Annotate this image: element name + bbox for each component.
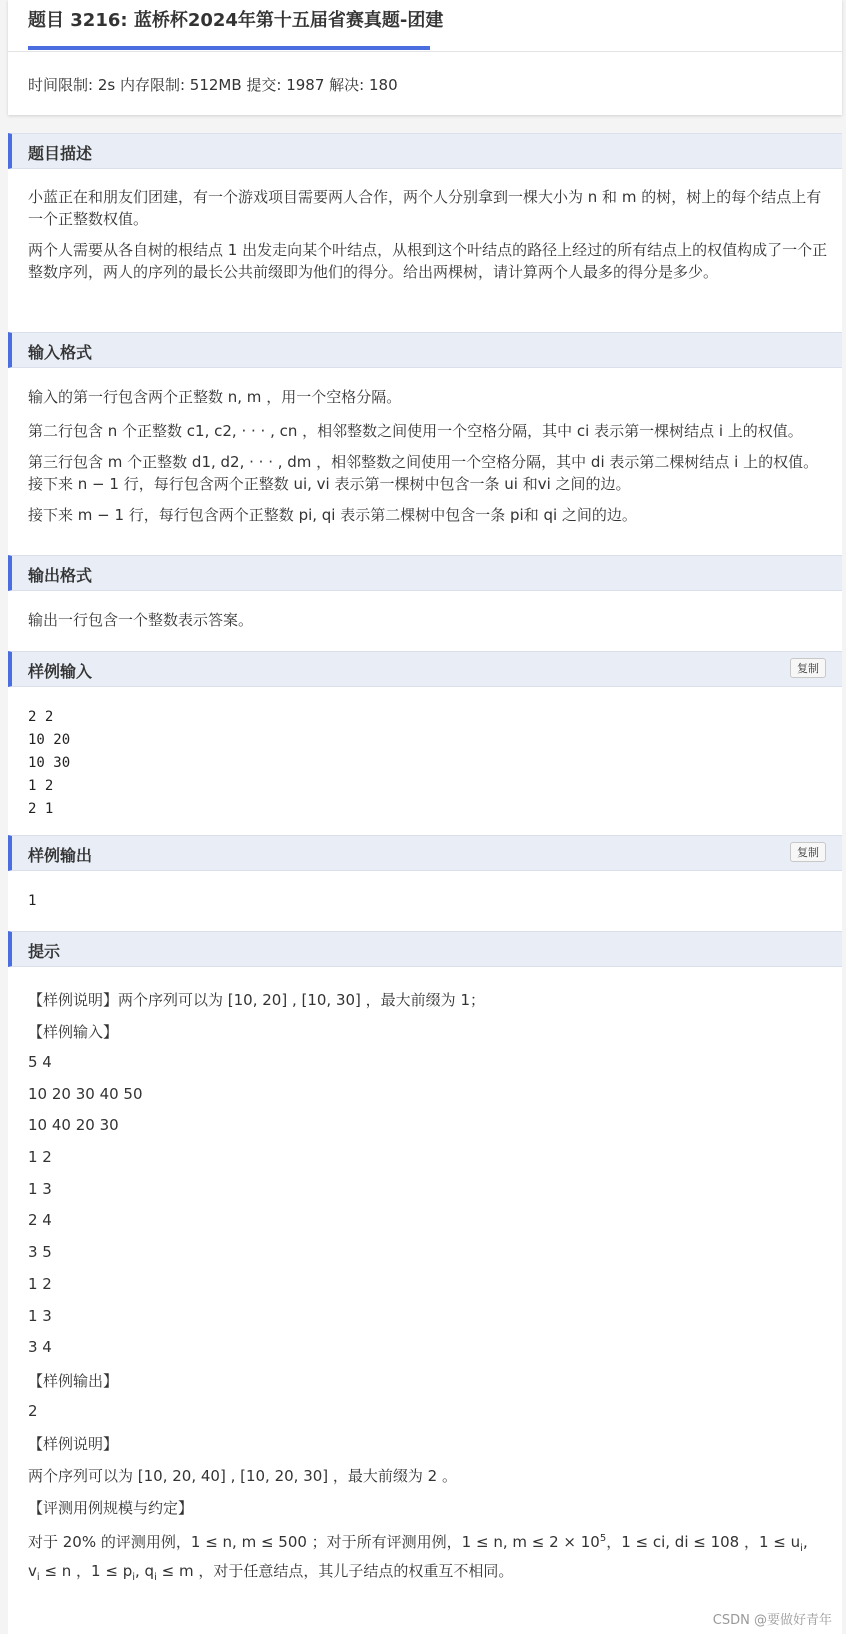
constraint-text: , v	[28, 1533, 808, 1580]
hint-line: 1 3	[28, 1307, 52, 1325]
section-header-sample-output	[8, 835, 842, 871]
sample-output-code: 1	[28, 893, 37, 909]
constraint-text: 对于 20% 的评测用例，1 ≤ n, m ≤ 500 ；对于所有评测用例，1 ≤ n, m ≤ 2 × 10	[28, 1533, 600, 1551]
hint-line: 3 5	[28, 1243, 52, 1261]
section-header-input	[8, 332, 842, 368]
constraint-text: ，1 ≤ ci, di ≤ 108 ，1 ≤ u	[606, 1533, 801, 1551]
subscript: i	[154, 1572, 157, 1583]
hint-line: 【样例输出】	[28, 1372, 119, 1390]
hint-line: 【样例说明】	[28, 1435, 119, 1453]
page-title: 题目 3216: 蓝桥杯2024年第十五届省赛真题-团建	[28, 10, 444, 31]
hint-line: 1 2	[28, 1275, 52, 1293]
constraint-text: ≤ n ，1 ≤ p	[39, 1562, 133, 1580]
description-paragraph: 两个人需要从各自树的根结点 1 出发走向某个叶结点，从根到这个叶结点的路径上经过的所有结点上的权值构成了一个正整数序列，两人的序列的最长公共前缀即为他们的得分。给出两棵树，请计算两个人最多的得分是多少。	[28, 241, 828, 281]
copy-sample-input-button[interactable]: 复制	[790, 658, 826, 678]
constraint-text: , q	[135, 1562, 155, 1580]
hint-line: 【样例说明】两个序列可以为 [10, 20] , [10, 30] ，最大前缀为 1；	[28, 991, 485, 1009]
subscript: i	[132, 1572, 136, 1583]
problem-meta: 时间限制: 2s 内存限制: 512MB 提交: 1987 解决: 180	[28, 76, 398, 94]
description-paragraph: 小蓝正在和朋友们团建，有一个游戏项目需要两人合作，两个人分别拿到一棵大小为 n 和 m 的树，树上的每个结点上有一个正整数权值。	[28, 188, 822, 228]
header-divider	[8, 51, 842, 52]
hint-line: 10 40 20 30	[28, 1116, 119, 1134]
constraint-text: ≤ m ，对于任意结点，其儿子结点的权重互不相同。	[156, 1562, 514, 1580]
problem-content	[8, 133, 842, 1634]
section-title: 样例输出	[28, 846, 93, 865]
constraints-paragraph	[28, 1528, 818, 1589]
title-underline	[28, 46, 430, 50]
hint-line: 3 4	[28, 1338, 52, 1356]
output-paragraph: 输出一行包含一个整数表示答案。	[28, 611, 254, 629]
section-header-description	[8, 133, 842, 169]
subscript: i	[800, 1543, 803, 1554]
hint-line: 1 2	[28, 1148, 52, 1166]
section-header-output	[8, 555, 842, 591]
input-paragraph: 第三行包含 m 个正整数 d1, d2, · · · , dm ，相邻整数之间使用一个空格分隔，其中 di 表示第二棵树结点 i 上的权值。接下来 n − 1 行，每行包含两个正整数 ui, vi 表示第一棵树中包含一条 ui 和vi 之间的边。	[28, 453, 819, 493]
hint-line: 2	[28, 1402, 38, 1420]
section-title: 输入格式	[28, 343, 93, 362]
section-title: 提示	[28, 942, 61, 961]
hint-line: 5 4	[28, 1053, 52, 1071]
hint-line: 2 4	[28, 1211, 52, 1229]
subscript: i	[36, 1572, 40, 1583]
copy-sample-output-button[interactable]: 复制	[790, 842, 826, 862]
input-paragraph: 输入的第一行包含两个正整数 n, m ，用一个空格分隔。	[28, 388, 402, 406]
hint-line: 【样例输入】	[28, 1023, 119, 1041]
section-header-sample-input	[8, 651, 842, 687]
csdn-watermark: CSDN @要做好青年	[712, 1613, 832, 1628]
section-title: 样例输入	[28, 662, 93, 681]
section-title: 题目描述	[28, 144, 93, 163]
hint-line: 两个序列可以为 [10, 20, 40] , [10, 20, 30] ，最大前缀为 2 。	[28, 1467, 457, 1485]
hint-line: 【评测用例规模与约定】	[28, 1499, 194, 1517]
hint-line: 1 3	[28, 1180, 52, 1198]
section-header-hint	[8, 931, 842, 967]
input-paragraph: 第二行包含 n 个正整数 c1, c2, · · · , cn ，相邻整数之间使用一个空格分隔，其中 ci 表示第一棵树结点 i 上的权值。	[28, 422, 803, 440]
problem-header	[8, 0, 842, 115]
section-title: 输出格式	[28, 566, 93, 585]
hint-line: 10 20 30 40 50	[28, 1085, 143, 1103]
constraint-exponent: 5	[599, 1533, 607, 1544]
input-paragraph: 接下来 m − 1 行，每行包含两个正整数 pi, qi 表示第二棵树中包含一条 pi和 qi 之间的边。	[28, 506, 637, 524]
sample-input-code: 2 2 10 20 10 30 1 2 2 1	[28, 709, 71, 817]
